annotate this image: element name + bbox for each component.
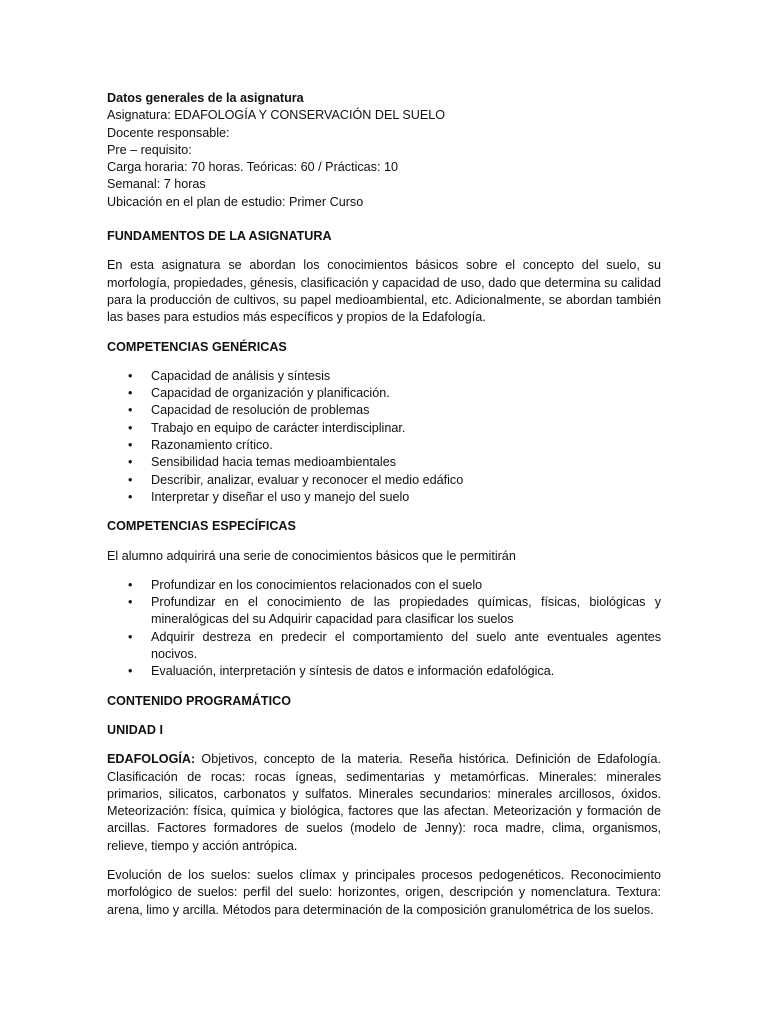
bullet-icon: • [128, 629, 133, 644]
list-item: • Profundizar en los conocimientos relacionados con el suelo [107, 577, 661, 594]
subject-line [107, 107, 661, 124]
bullet-icon: • [128, 489, 133, 504]
program-content-heading: CONTENIDO PROGRAMÁTICO [107, 693, 292, 708]
list-item: • Describir, analizar, evaluar y reconocer el medio edáfico [107, 472, 661, 489]
unit-heading: UNIDAD I [107, 722, 163, 737]
subject-name: EDAFOLOGÍA Y CONSERVACIÓN DEL SUELO [174, 108, 446, 123]
general-data-heading: Datos generales de la asignatura [107, 91, 304, 105]
subject-label: Asignatura: [107, 108, 175, 123]
bullet-icon: • [128, 595, 133, 610]
generic-competences-list [107, 368, 661, 506]
fundamentals-paragraph: En esta asignatura se abordan los conocimientos básicos sobre el concepto del suelo, su morfología, propiedades, génesis, clasificación y capacidad de uso, dado que determina su calidad para la producción de cultivos, su papel medioambiental, etc. Adicionalmente, se abordan también las bases para estudios más específicos y propios de la Edafología. [107, 258, 661, 325]
list-item: • Capacidad de organización y planificación. [107, 385, 661, 402]
bullet-icon: • [128, 420, 133, 435]
bullet-icon: • [128, 577, 133, 592]
list-item: • Profundizar en el conocimiento de las propiedades químicas, físicas, biológicas y mineralógicas del su Adquirir capacidad para clasificar los suelos [128, 595, 661, 627]
bullet-icon: • [128, 472, 133, 487]
bullet-icon: • [128, 368, 133, 383]
bullet-icon: • [128, 438, 133, 453]
study-plan-line: Ubicación en el plan de estudio: Primer Curso [107, 194, 364, 209]
fundamentals-heading: FUNDAMENTOS DE LA ASIGNATURA [107, 229, 332, 244]
list-item: • Razonamiento crítico. [107, 437, 661, 454]
bullet-icon: • [128, 455, 133, 470]
list-item: • Evaluación, interpretación y síntesis de datos e información edafológica. [107, 663, 661, 680]
document-body [107, 90, 661, 919]
teacher-line: Docente responsable: [107, 125, 230, 140]
bullet-icon: • [128, 664, 133, 679]
generic-competences-heading: COMPETENCIAS GENÉRICAS [107, 339, 287, 354]
list-item: • Adquirir destreza en predecir el comportamiento del suelo ante eventuales agentes nocivos. [128, 629, 661, 662]
specific-competences-list [107, 577, 661, 681]
bullet-icon: • [128, 386, 133, 401]
specific-competences-intro: El alumno adquirirá una serie de conocimientos básicos que le permitirán [107, 548, 516, 563]
unit-topic-label: EDAFOLOGÍA: [107, 752, 196, 767]
bullet-icon: • [128, 403, 133, 418]
workload-line: Carga horaria: 70 horas. Teóricas: 60 / Prácticas: 10 [107, 160, 398, 175]
unit-paragraph-2: Evolución de los suelos: suelos clímax y principales procesos pedogenéticos. Reconocimiento morfológico de suelos: perfil del suelo: horizontes, origen, descripción y nomenclatura. Textura: arena, limo y arcilla. Métodos para determinación de la composición granulométrica de los suelos. [107, 867, 661, 917]
list-item: • Capacidad de análisis y síntesis [107, 368, 661, 385]
list-item: • Capacidad de resolución de problemas [107, 402, 661, 419]
list-item: • Trabajo en equipo de carácter interdisciplinar. [107, 420, 661, 437]
list-item: • Sensibilidad hacia temas medioambientales [107, 454, 661, 471]
specific-competences-heading: COMPETENCIAS ESPECÍFICAS [107, 519, 296, 534]
list-item: • Interpretar y diseñar el uso y manejo del suelo [107, 489, 661, 506]
unit-paragraph-1: EDAFOLOGÍA: Objetivos, concepto de la materia. Reseña histórica. Definición de Edafología. Clasificación de rocas: rocas ígneas, sedimentarias y metamórficas. Minerales: minerales primarios, silicatos, carbonatos y sulfatos. Minerales secundarios: minerales arcillosos, óxidos. Meteorización: física, química y biológica, factores que las afectan. Meteorización y formación de arcillas. Factores formadores de suelos (modelo de Jenny): roca madre, clima, organismos, relieve, tiempo y acción antrópica. [107, 752, 661, 853]
weekly-hours-line: Semanal: 7 horas [107, 177, 206, 192]
prerequisite-line: Pre – requisito: [107, 142, 192, 157]
